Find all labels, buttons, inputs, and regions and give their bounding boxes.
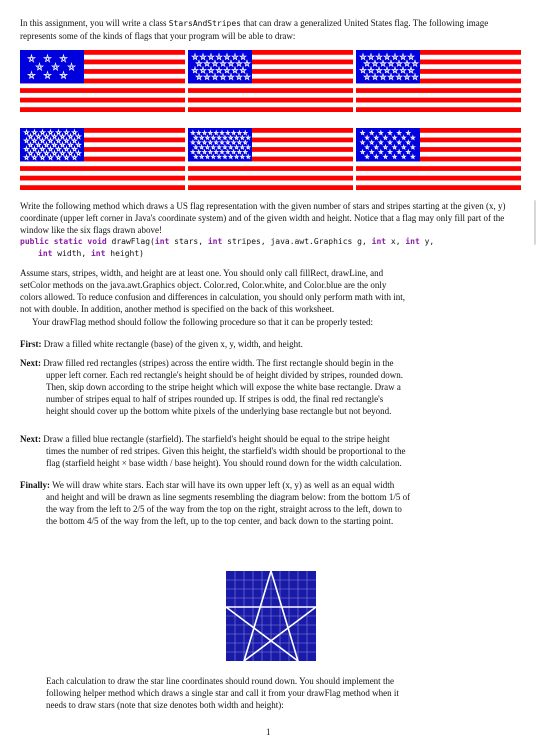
flag-3 bbox=[356, 50, 521, 112]
flag-stripe bbox=[20, 176, 185, 181]
flag-stripe bbox=[188, 98, 353, 103]
step-label: Finally: bbox=[20, 480, 51, 490]
step-label: First: bbox=[20, 339, 42, 349]
flag-stripe bbox=[356, 176, 521, 181]
step-starfield: Next: Draw a filled blue rectangle (starfield). The starfield's height should be equal to the stripe height times the number of red stripes. Given this height, the starfield's width should be proportional to the flag (starfield height × base width / base height). You should round down for the width calculation. bbox=[20, 434, 406, 468]
flag-stripe bbox=[188, 88, 353, 93]
page-number: 1 bbox=[266, 727, 271, 737]
signature-line-1: public static void drawFlag(int stars, int stripes, java.awt.Graphics g, int x, int y, bbox=[20, 237, 435, 246]
step-finally: Finally: We will draw white stars. Each star will have its own upper left (x, y) as well as an equal width and height and will be drawn as line segments resembling the diagram below: from the bottom 1/5 of the way from the left to 2/5 of the way from the top on the right, straight across to the left, down to the bottom 4/5 of the way from the left, up to the top center, and back down to the starting point. bbox=[20, 480, 411, 526]
step-label: Next: bbox=[20, 358, 41, 368]
flag-stripe bbox=[188, 166, 353, 171]
intro-paragraph bbox=[20, 17, 520, 42]
closing-paragraph: Each calculation to draw the star line coordinates should round down. You should implement the following helper method which draws a single star and call it from your drawFlag method when it needs to draw stars (note that size denotes both width and height): bbox=[46, 676, 399, 710]
flag-4 bbox=[20, 128, 185, 190]
flag-stripe bbox=[356, 185, 521, 190]
intro-text-rest: that can draw a generalized United States flag. The following image represents some of the kinds of flags that your program will be able to draw: bbox=[20, 18, 489, 41]
star-diagram bbox=[226, 571, 316, 661]
flag-stripe bbox=[356, 107, 521, 112]
flag-2 bbox=[188, 50, 353, 112]
flag-5 bbox=[188, 128, 353, 190]
class-name: StarsAndStripes bbox=[168, 19, 241, 28]
scrollbar[interactable] bbox=[534, 200, 536, 245]
flag-stripe bbox=[188, 185, 353, 190]
step-first: First: Draw a filled white rectangle (base) of the given x, y, width, and height. bbox=[20, 339, 303, 349]
assume-line: colors allowed. To reduce confusion and differences in calculation, you should only perform math with int, bbox=[20, 292, 405, 302]
flag-stripe bbox=[20, 88, 185, 93]
flag-stripe bbox=[20, 166, 185, 171]
assume-line: setColor methods on the java.awt.Graphics object. Color.red, Color.white, and Color.blue are the only bbox=[20, 280, 387, 290]
step-label: Next: bbox=[20, 434, 41, 444]
flag-stripe bbox=[356, 166, 521, 171]
assumptions-paragraph bbox=[20, 267, 525, 315]
flag-stripe bbox=[20, 107, 185, 112]
method-signature bbox=[20, 236, 525, 260]
method-intro: Write the following method which draws a US flag representation with the given number of stars and stripes starting at the given (x, y) coordinate (upper left corner in Java's coordinate system) and of the given width and height. Notice that a flag may only fill part of the window like the six flags drawn above! bbox=[20, 201, 506, 235]
flag-stripe bbox=[188, 176, 353, 181]
assume-line: Assume stars, stripes, width, and height are at least one. You should only call fillRect, drawLine, and bbox=[20, 268, 384, 278]
flag-stripe bbox=[356, 88, 521, 93]
procedure-line: Your drawFlag method should follow the following procedure so that it can be properly tested: bbox=[32, 317, 374, 327]
assume-line: not with double. In addition, another method is specified on the back of this worksheet. bbox=[20, 304, 335, 314]
flag-stripe bbox=[20, 185, 185, 190]
flag-1 bbox=[20, 50, 185, 112]
flag-stripe bbox=[188, 107, 353, 112]
flag-stripe bbox=[20, 98, 185, 103]
flag-6 bbox=[356, 128, 521, 190]
flag-stripe bbox=[356, 98, 521, 103]
intro-text: In this assignment, you will write a class bbox=[20, 18, 169, 28]
step-stripes: Next: Draw filled red rectangles (stripes) across the entire width. The first rectangle should begin in the upper left corner. Each red rectangle's height should be of height divided by stripes, rounded down. Then, skip down according to the stripe height which will expose the white base rectangle. Draw a number of stripes equal to half of stripes rounded up. If stripes is odd, the final red rectangle's height should cover up the bottom white pixels of the underlying base rectangle but not beyond. bbox=[20, 358, 404, 416]
signature-line-2: int width, int height) bbox=[38, 249, 144, 258]
